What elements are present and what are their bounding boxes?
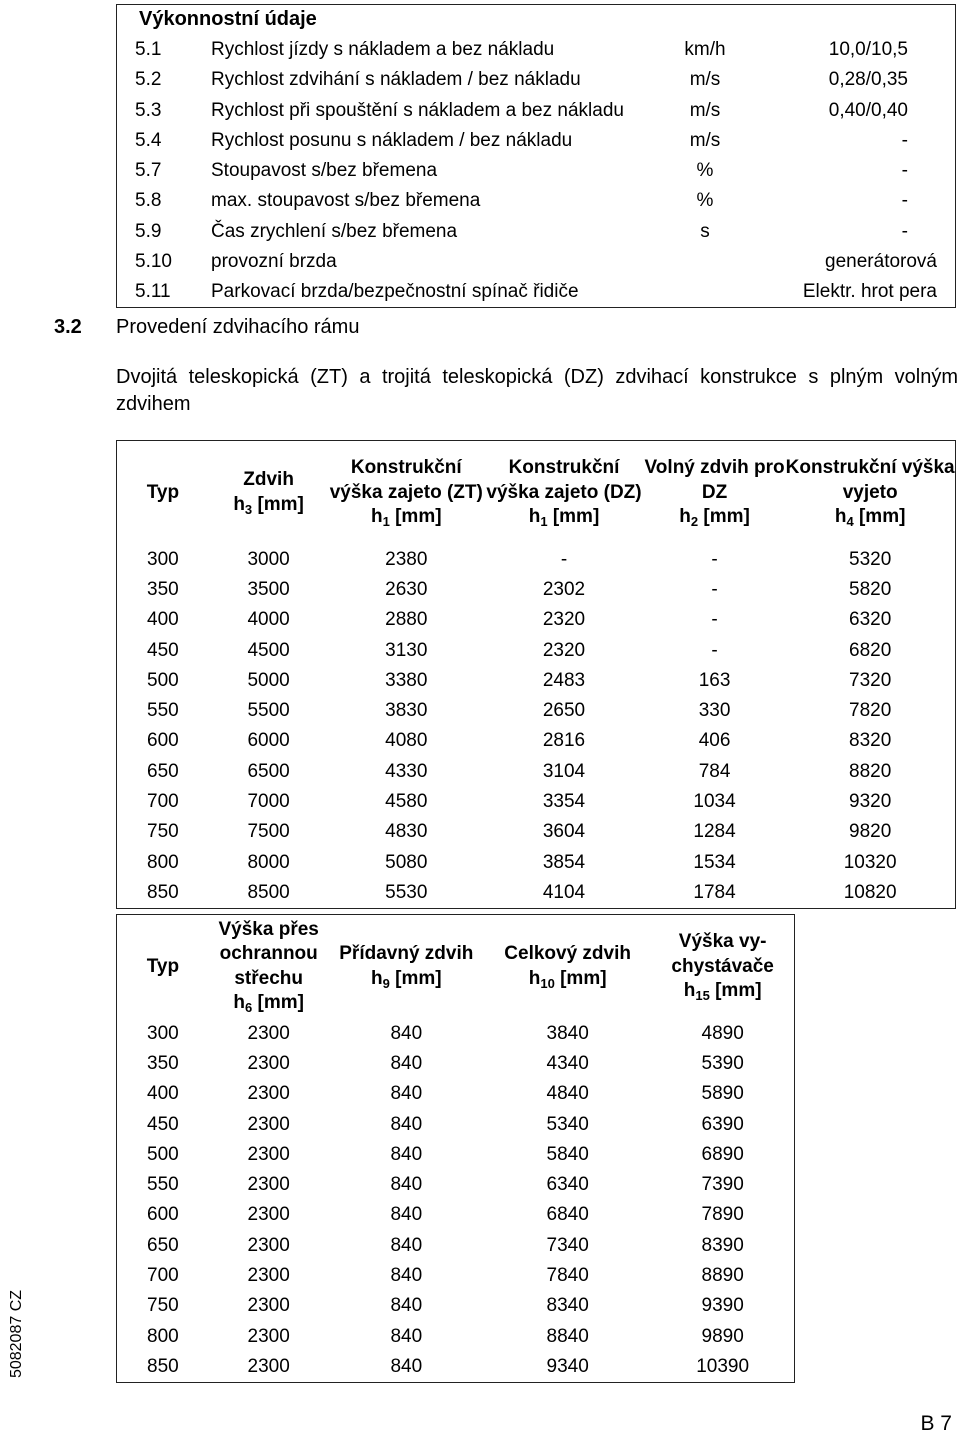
column-header-label: Výška přes ochrannou střechu <box>218 918 319 989</box>
table-cell: 6890 <box>701 1143 744 1165</box>
column-header-unit: [mm] <box>858 506 906 527</box>
table-cell: 700 <box>147 791 179 813</box>
table-cell: 840 <box>390 1295 423 1317</box>
symbol-h: h <box>233 992 245 1014</box>
table-cell: 7000 <box>247 791 290 813</box>
table-cell: 400 <box>147 609 179 631</box>
column-header-label: Volný zdvih pro DZ <box>644 457 785 503</box>
table-cell: 840 <box>390 1355 423 1377</box>
row-value: 0,28/0,35 <box>828 69 908 91</box>
table-row <box>117 1261 795 1291</box>
table-row <box>117 605 956 635</box>
row-unit <box>651 277 759 307</box>
document-code: 5082087 CZ <box>8 1289 25 1379</box>
table-cell: 2300 <box>247 1083 290 1105</box>
row-unit: % <box>696 190 714 212</box>
performance-row <box>117 126 956 156</box>
row-label: provozní brzda <box>211 251 337 273</box>
row-value: - <box>901 190 908 212</box>
column-header-label: Zdvih <box>243 469 294 491</box>
column-header-label: Konstrukční výška zajeto (DZ) <box>486 457 642 503</box>
performance-row <box>117 35 956 65</box>
table-cell: 7390 <box>701 1174 744 1196</box>
table-cell: 5390 <box>701 1052 744 1074</box>
row-unit: m/s <box>689 69 721 91</box>
table-cell: 5320 <box>849 548 892 570</box>
row-unit <box>651 247 759 277</box>
table-cell: 2380 <box>385 548 428 570</box>
row-unit: m/s <box>689 99 721 121</box>
column-header <box>644 441 785 545</box>
table-cell: 330 <box>698 700 731 722</box>
column-header-unit: [mm] <box>257 493 304 515</box>
row-value: - <box>901 220 908 242</box>
table-cell: 4104 <box>542 881 586 903</box>
table-cell: 6000 <box>247 730 290 752</box>
column-header <box>651 915 794 1019</box>
column-header-label: Konstrukční výška zajeto (ZT) <box>329 457 483 503</box>
table-cell: 6500 <box>247 760 290 782</box>
table-cell: 8340 <box>546 1295 589 1317</box>
symbol-h: h <box>679 506 691 527</box>
symbol-h: h <box>834 506 847 527</box>
table-cell: 600 <box>147 730 179 752</box>
table-cell: 5530 <box>385 881 428 903</box>
table-cell: 2300 <box>247 1355 290 1377</box>
row-label: Rychlost posunu s nákladem / bez nákladu <box>211 129 573 151</box>
table-row <box>117 1321 795 1351</box>
table-cell: 8840 <box>546 1325 589 1347</box>
table-cell: 840 <box>390 1052 423 1074</box>
table-cell: 8500 <box>247 881 290 903</box>
table-cell: 840 <box>390 1265 423 1287</box>
table-cell: 2300 <box>247 1265 290 1287</box>
column-header <box>328 441 484 545</box>
table-cell: 7340 <box>546 1234 589 1256</box>
table-cell: 8320 <box>849 730 892 752</box>
table-row <box>117 635 956 665</box>
row-number: 5.11 <box>135 281 171 303</box>
table-cell: 2302 <box>542 578 586 600</box>
table-cell: 1534 <box>693 851 736 873</box>
column-header <box>117 915 209 1019</box>
table-row <box>117 545 956 575</box>
column-header <box>117 441 209 545</box>
table-header-row <box>117 915 795 1019</box>
table-cell: 8390 <box>701 1234 744 1256</box>
performance-row <box>117 277 956 307</box>
table-row <box>117 666 956 696</box>
table-cell: 3854 <box>542 851 586 873</box>
table-cell: 350 <box>147 1052 179 1074</box>
table-cell: - <box>711 609 718 631</box>
column-header-unit: [mm] <box>395 967 442 989</box>
table-row <box>117 1109 795 1139</box>
symbol-h: h <box>371 967 383 989</box>
table-cell: 9820 <box>849 821 892 843</box>
table-cell: 840 <box>390 1143 423 1165</box>
table-row <box>117 1352 795 1382</box>
table-cell: 850 <box>147 881 179 903</box>
table-cell: 7320 <box>849 669 892 691</box>
table-row <box>117 1019 795 1049</box>
table-row <box>117 696 956 726</box>
table-cell: 5080 <box>385 851 428 873</box>
table-row <box>117 1170 795 1200</box>
table-cell: 840 <box>390 1083 423 1105</box>
performance-heading: Výkonnostní údaje <box>139 8 317 31</box>
table-cell: 750 <box>147 1295 179 1317</box>
table-cell: 2300 <box>247 1052 290 1074</box>
table-cell: 300 <box>147 1022 179 1044</box>
column-header-subscript: 15 <box>695 988 710 1003</box>
table-row <box>117 1200 795 1230</box>
table-cell: 2300 <box>247 1204 290 1226</box>
table-cell: - <box>711 578 718 600</box>
table-cell: 1284 <box>693 821 736 843</box>
table-cell: 840 <box>390 1022 423 1044</box>
column-header-label: Celkový zdvih <box>504 943 631 965</box>
table-cell: 4830 <box>385 821 428 843</box>
symbol-h: h <box>370 506 383 527</box>
column-header-subscript: 2 <box>690 514 699 529</box>
row-label: max. stoupavost s/bez břemena <box>211 190 481 212</box>
performance-row <box>117 95 956 125</box>
table-row <box>117 1049 795 1079</box>
row-value: 0,40/0,40 <box>828 99 908 121</box>
row-number: 5.2 <box>135 69 162 91</box>
table-cell: 9320 <box>849 791 892 813</box>
table-cell: 406 <box>698 730 731 752</box>
column-header <box>785 441 955 545</box>
table-cell: 300 <box>147 548 179 570</box>
performance-row <box>117 186 956 216</box>
column-header-label: Přídavný zdvih <box>339 943 474 965</box>
table-cell: 9340 <box>546 1355 589 1377</box>
performance-row <box>117 247 956 277</box>
table-cell: - <box>711 548 718 570</box>
table-cell: 3500 <box>247 578 290 600</box>
column-header-unit: [mm] <box>257 992 304 1014</box>
row-label: Stoupavost s/bez břemena <box>211 160 438 182</box>
table-cell: 10390 <box>696 1355 750 1377</box>
table-row <box>117 817 956 847</box>
row-label: Čas zrychlení s/bez břemena <box>211 220 458 242</box>
table-cell: 3354 <box>542 791 586 813</box>
table-cell: 840 <box>390 1174 423 1196</box>
table-cell: 2320 <box>542 609 586 631</box>
table-cell: 500 <box>147 1143 179 1165</box>
table-cell: 350 <box>147 578 179 600</box>
table-cell: 163 <box>698 669 731 691</box>
table-cell: 8890 <box>701 1265 744 1287</box>
table-cell: 840 <box>390 1113 423 1135</box>
table-cell: 5000 <box>247 669 290 691</box>
symbol-h: h <box>233 493 245 515</box>
section-title: Provedení zdvihacího rámu <box>116 316 360 338</box>
row-unit: m/s <box>689 129 721 151</box>
table-cell: 2320 <box>542 639 586 661</box>
table-cell: 4080 <box>385 730 428 752</box>
table-cell: 4000 <box>247 609 290 631</box>
table-cell: 6820 <box>849 639 892 661</box>
section-description: Dvojitá teleskopická (ZT) a trojitá teleskopická (DZ) zdvihací konstrukce s plným volným zdvihem <box>116 366 958 415</box>
table-row <box>117 726 956 756</box>
table-cell: 7840 <box>546 1265 589 1287</box>
table-cell: 5840 <box>546 1143 589 1165</box>
symbol-h: h <box>528 506 541 527</box>
table-cell: 6320 <box>849 609 892 631</box>
symbol-h: h <box>683 980 696 1001</box>
table-cell: 3104 <box>542 760 586 782</box>
performance-table <box>116 4 956 308</box>
column-header-label: Konstrukční výška vyjeto <box>785 457 955 503</box>
section-number: 3.2 <box>54 316 82 338</box>
table-row <box>117 847 956 877</box>
table-cell: 4340 <box>546 1052 589 1074</box>
column-header-unit: [mm] <box>560 967 607 989</box>
column-header <box>209 441 329 545</box>
row-number: 5.8 <box>135 190 162 212</box>
table-cell: 10820 <box>843 881 897 903</box>
table-cell: 8000 <box>247 851 290 873</box>
table-cell: 4890 <box>701 1022 744 1044</box>
table-cell: 4500 <box>247 639 290 661</box>
column-header-subscript: 1 <box>540 514 548 529</box>
table-cell: 700 <box>147 1265 179 1287</box>
table-cell: 400 <box>147 1083 179 1105</box>
table-cell: 3380 <box>385 669 428 691</box>
table-cell: 750 <box>147 821 179 843</box>
row-label: Parkovací brzda/bezpečnostní spínač řidiče <box>211 281 579 303</box>
column-header-label: Typ <box>146 481 180 503</box>
table-cell: 6840 <box>546 1204 589 1226</box>
row-number: 5.3 <box>135 99 162 121</box>
table-cell: 2300 <box>247 1234 290 1256</box>
table-cell: 1034 <box>693 791 736 813</box>
column-header-unit: [mm] <box>715 980 762 1001</box>
page-number: B 7 <box>920 1412 952 1435</box>
table-cell: 450 <box>147 1113 179 1135</box>
row-unit: km/h <box>684 38 726 60</box>
table-cell: - <box>560 548 568 570</box>
table-cell: 500 <box>147 669 179 691</box>
table-cell: 2630 <box>385 578 428 600</box>
table-cell: 600 <box>147 1204 179 1226</box>
table-cell: 550 <box>147 700 179 722</box>
row-number: 5.9 <box>135 220 162 242</box>
table-cell: 5820 <box>849 578 892 600</box>
table-row <box>117 1231 795 1261</box>
mast-dimensions-table <box>116 440 956 909</box>
table-cell: 2650 <box>542 700 586 722</box>
table-cell: 840 <box>390 1325 423 1347</box>
table-cell: 2300 <box>247 1174 290 1196</box>
row-unit: s <box>700 220 710 242</box>
table-cell: 3830 <box>385 700 428 722</box>
column-header-subscript: 9 <box>382 975 390 991</box>
table-cell: 3000 <box>247 548 290 570</box>
section-heading <box>54 316 359 339</box>
column-header-subscript: 10 <box>540 975 555 991</box>
performance-row <box>117 217 956 247</box>
row-label: Rychlost zdvihání s nákladem / bez nákladu <box>211 69 581 91</box>
table-cell: 3840 <box>546 1022 589 1044</box>
column-header-unit: [mm] <box>395 506 442 527</box>
column-header-subscript: 3 <box>244 501 253 517</box>
row-value: - <box>901 129 908 151</box>
table-cell: 6390 <box>701 1113 744 1135</box>
performance-heading-row <box>117 5 956 35</box>
table-row <box>117 757 956 787</box>
table-row <box>117 878 956 908</box>
column-header-label: Výška vy-chystávače <box>671 931 774 977</box>
column-header-label: Typ <box>146 955 180 977</box>
column-header-subscript: 6 <box>245 1000 253 1016</box>
table-cell: 5340 <box>546 1113 589 1135</box>
table-cell: 8820 <box>849 760 892 782</box>
row-number: 5.1 <box>135 38 162 60</box>
mast-heights-table <box>116 914 795 1383</box>
table-cell: 800 <box>147 1325 179 1347</box>
table-cell: 850 <box>147 1355 179 1377</box>
table-cell: 2880 <box>385 609 428 631</box>
row-value: - <box>901 160 908 182</box>
row-label: Rychlost jízdy s nákladem a bez nákladu <box>211 38 555 60</box>
row-label: Rychlost při spouštění s nákladem a bez nákladu <box>211 99 624 121</box>
table-cell: 650 <box>147 1234 179 1256</box>
table-cell: 2300 <box>247 1143 290 1165</box>
table-cell: 800 <box>147 851 179 873</box>
table-cell: 5500 <box>247 700 290 722</box>
table-cell: 6340 <box>546 1174 589 1196</box>
table-cell: 4580 <box>385 791 428 813</box>
table-cell: 840 <box>390 1234 423 1256</box>
table-cell: 9390 <box>701 1295 744 1317</box>
column-header <box>329 915 484 1019</box>
row-number: 5.4 <box>135 129 162 151</box>
table-cell: 2483 <box>542 669 586 691</box>
column-header-subscript: 1 <box>382 514 390 529</box>
table-cell: 5890 <box>701 1083 744 1105</box>
table-row <box>117 787 956 817</box>
table-cell: 4330 <box>385 760 428 782</box>
row-value: generátorová <box>825 251 937 273</box>
table-cell: 7820 <box>849 700 892 722</box>
row-unit: % <box>696 160 714 182</box>
row-value: Elektr. hrot pera <box>802 281 937 303</box>
column-header-unit: [mm] <box>552 506 600 527</box>
table-cell: 1784 <box>693 881 736 903</box>
table-row <box>117 575 956 605</box>
table-cell: 3604 <box>542 821 586 843</box>
row-value: 10,0/10,5 <box>828 38 908 60</box>
table-row <box>117 1079 795 1109</box>
table-row <box>117 1140 795 1170</box>
table-row <box>117 1291 795 1321</box>
table-cell: 3130 <box>385 639 428 661</box>
column-header <box>484 915 651 1019</box>
column-header-unit: [mm] <box>703 506 750 527</box>
row-number: 5.10 <box>135 251 172 273</box>
symbol-h: h <box>528 967 541 989</box>
table-cell: 7500 <box>247 821 290 843</box>
table-cell: 784 <box>698 760 731 782</box>
table-cell: 10320 <box>843 851 897 873</box>
column-header <box>209 915 329 1019</box>
table-cell: 7890 <box>701 1204 744 1226</box>
row-number: 5.7 <box>135 160 162 182</box>
table-cell: 9890 <box>701 1325 744 1347</box>
column-header-subscript: 4 <box>846 514 854 529</box>
table-cell: 840 <box>390 1204 423 1226</box>
performance-row <box>117 65 956 95</box>
table-cell: 2816 <box>542 730 586 752</box>
table-header-row <box>117 441 956 545</box>
table-cell: 450 <box>147 639 179 661</box>
table-cell: 4840 <box>546 1083 589 1105</box>
performance-row <box>117 156 956 186</box>
column-header <box>484 441 644 545</box>
table-cell: 2300 <box>247 1325 290 1347</box>
table-cell: 650 <box>147 760 179 782</box>
table-cell: 2300 <box>247 1295 290 1317</box>
table-cell: 550 <box>147 1174 179 1196</box>
table-cell: 2300 <box>247 1022 290 1044</box>
table-cell: - <box>711 639 718 661</box>
table-cell: 2300 <box>247 1113 290 1135</box>
